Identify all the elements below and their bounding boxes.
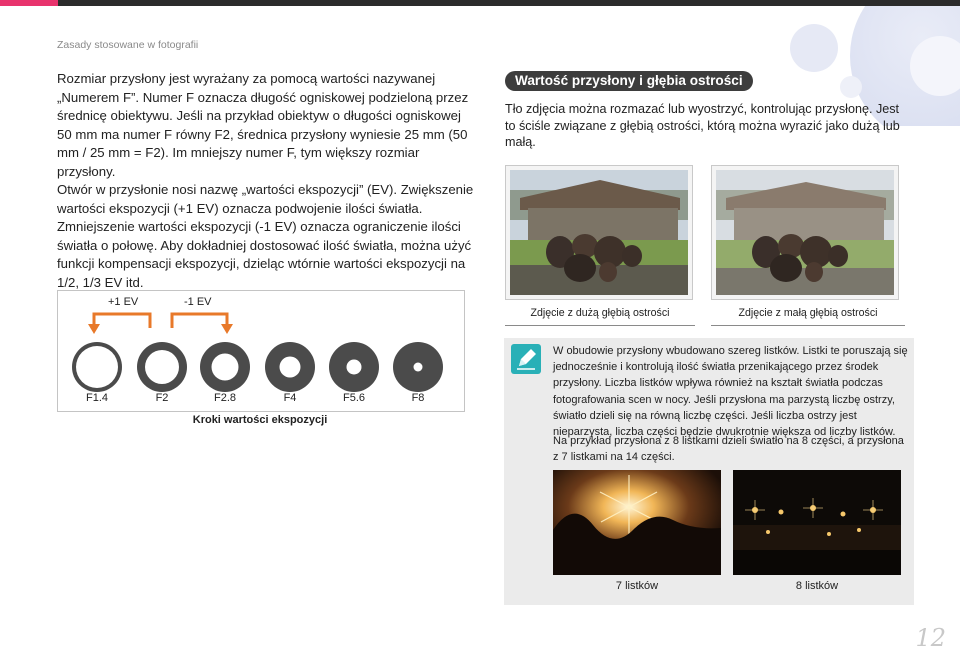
plus-ev-arrowhead [88, 324, 100, 334]
eight-blade-photo [733, 470, 901, 575]
pencil-icon [511, 344, 541, 374]
seven-blade-photo [553, 470, 721, 575]
aperture-f8 [393, 342, 443, 392]
aperture-f2-8 [200, 342, 250, 392]
minus-ev-arrow [172, 314, 227, 328]
fnumber-label: F2.8 [213, 392, 236, 404]
top-accent-bar [0, 0, 58, 6]
minus-ev-label: -1 EV [184, 296, 212, 308]
depth-of-field-paragraph: Tło zdjęcia można rozmazać lub wyostrzyć, kontrolując przysłonę. Jest to ściśle związane z głębią ostrości, którą można wyrazić jako dużą lub małą. [505, 102, 900, 150]
deep-dof-photo [505, 165, 693, 300]
fnumber-label: F5.6 [342, 392, 365, 404]
minus-ev-arrowhead [221, 324, 233, 334]
shallow-dof-photo [711, 165, 899, 300]
deep-dof-caption: Zdjęcie z dużą głębią ostrości [530, 307, 670, 319]
fnumber-label: F4 [283, 392, 297, 404]
plus-ev-label: +1 EV [108, 296, 139, 308]
caption-underline [505, 325, 695, 326]
aperture-f1-4 [72, 342, 122, 392]
seven-blade-caption: 7 listków [615, 580, 659, 592]
fnumber-paragraph: Rozmiar przysłony jest wyrażany za pomocą wartości nazywanej „Numerem F”. Numer F oznacza długość ogniskowej podzieloną przez średnicę obiektywu. Jeśli na przykład obiektyw o długości ogniskowej 50 mm ma numer F równy F2, średnica przysłony wyniesie 25 mm (50 mm / 25 mm = F2). Im mniejszy numer F, tym większy rozmiar przysłony. [57, 71, 469, 179]
shallow-dof-caption: Zdjęcie z małą głębią ostrości [738, 307, 878, 319]
aperture-f5-6 [329, 342, 379, 392]
aperture-f4 [265, 342, 315, 392]
section-label: Zasady stosowane w fotografii [57, 39, 199, 51]
fnumber-label: F8 [411, 392, 425, 404]
aperture-f2 [137, 342, 187, 392]
aperture-diagram [60, 306, 460, 396]
caption-underline [711, 325, 905, 326]
ev-diagram-caption: Kroki wartości ekspozycji [192, 414, 328, 426]
page-number: 12 [915, 624, 946, 652]
eight-blade-caption: 8 listków [795, 580, 839, 592]
fnumber-label: F1.4 [85, 392, 108, 404]
fnumber-label: F2 [155, 392, 169, 404]
note-paragraph: W obudowie przysłony wbudowano szereg listków. Listki te poruszają się jednocześnie i kontrolują ilość światła przenikającego przez środek przysłony. Liczba listków wpływa również na kształt światła podczas fotografowania scen w nocy. Jeśli przysłona ma parzystą liczbę ostrzy, światło dzieli się na równą liczbę części. Jeśli liczba ostrzy jest nieparzysta, liczba części będzie dwukrotnie większa od liczby listków. [553, 345, 908, 439]
note-example: Na przykład przysłona z 8 listkami dzieli światło na 8 części, a przysłona z 7 listkami na 14 części. [553, 435, 904, 464]
ev-paragraph: Otwór w przysłonie nosi nazwę „wartości ekspozycji” (EV). Zwiększenie wartości ekspozycji (+1 EV) oznacza podwojenie ilości światła. Zmniejszenie wartości ekspozycji (-1 EV) oznacza ograniczenie ilości światła o połowę. Aby dokładniej dostosować ilość światła, można użyć funkcji kompensacji ekspozycji, dzieląc wtórnie wartości ekspozycji na 1/2, 1/3 EV itd. [57, 182, 474, 290]
plus-ev-arrow [94, 314, 150, 328]
section-heading: Wartość przysłony i głębia ostrości [505, 71, 753, 91]
